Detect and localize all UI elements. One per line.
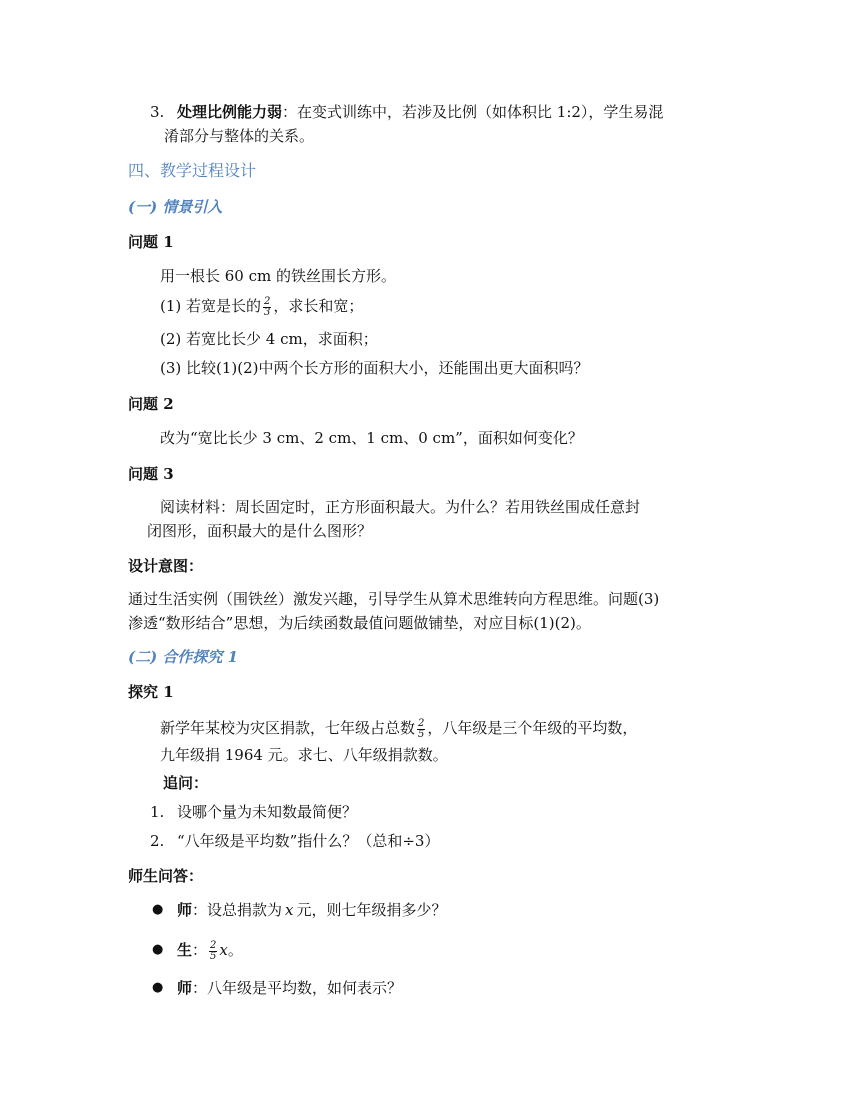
- followup-number: 2.: [150, 832, 165, 850]
- dialog-text: ：: [192, 941, 208, 959]
- fraction-denominator: 5: [418, 728, 425, 740]
- question-title: 问题 2: [128, 395, 174, 413]
- section-heading: 四、教学过程设计: [128, 161, 257, 180]
- fraction: [417, 719, 425, 740]
- speaker-label: 师: [177, 979, 193, 997]
- speaker-label: 生: [177, 941, 193, 959]
- fraction-denominator: 3: [264, 306, 271, 318]
- fraction-denominator: 5: [210, 950, 217, 962]
- variable: x: [219, 941, 228, 959]
- question-title: 问题 3: [128, 465, 174, 483]
- followup-text: 设哪个量为未知数最简便？: [177, 803, 358, 821]
- fraction: [263, 297, 271, 318]
- dialog-text: ：设总捐款为: [192, 901, 283, 919]
- dialog-item: [177, 900, 447, 920]
- intent-text: 渗透“数形结合”思想，为后续函数最值问题做铺垫，对应目标(1)(2)。: [128, 614, 591, 632]
- subsection-heading: (二) 合作探究 1: [128, 648, 239, 666]
- item-bold-label: 处理比例能力弱: [177, 103, 283, 121]
- dialog-item: [177, 940, 243, 962]
- item-text: ：在变式训练中，若涉及比例（如体积比 1:2），学生易混: [282, 103, 664, 121]
- variable: x: [285, 901, 294, 919]
- followup-text: “八年级是平均数”指什么？（总和÷3）: [177, 832, 440, 850]
- dialog-title: 师生问答：: [128, 867, 204, 885]
- speaker-label: 师: [177, 901, 193, 919]
- list-item-line: [177, 102, 663, 122]
- dialog-text: ：八年级是平均数，如何表示？: [192, 979, 403, 997]
- question-part: (2) 若宽比长少 4 cm，求面积；: [160, 330, 378, 348]
- fraction-numerator: 2: [210, 939, 217, 951]
- bullet-icon: ●: [152, 942, 164, 957]
- intent-title: 设计意图：: [128, 557, 204, 575]
- question-text: 改为“宽比长少 3 cm、2 cm、1 cm、0 cm”，面积如何变化？: [160, 429, 583, 447]
- followup-number: 1.: [150, 803, 165, 821]
- question-text: 用一根长 60 cm 的铁丝围长方形。: [160, 267, 397, 285]
- question-text: 闭图形，面积最大的是什么图形？: [147, 522, 373, 540]
- list-number: 3.: [150, 103, 165, 121]
- fraction-numerator: 2: [264, 295, 271, 307]
- list-item-continuation: 淆部分与整体的关系。: [164, 127, 315, 145]
- explore-text-part: 新学年某校为灾区捐款，七年级占总数: [160, 719, 416, 737]
- dialog-text: 元，则七年级捐多少？: [296, 901, 447, 919]
- part-text: (1) 若宽是长的: [160, 297, 262, 315]
- explore-title: 探究 1: [128, 683, 174, 701]
- question-title: 问题 1: [128, 233, 174, 251]
- followup-label: 追问：: [163, 774, 209, 792]
- question-text: 阅读材料：周长固定时，正方形面积最大。为什么？若用铁丝围成任意封: [160, 498, 641, 516]
- fraction: [209, 941, 217, 962]
- explore-text: 九年级捐 1964 元。求七、八年级捐款数。: [160, 746, 448, 764]
- question-part: (3) 比较(1)(2)中两个长方形的面积大小，还能围出更大面积吗？: [160, 359, 589, 377]
- part-text: ，求长和宽；: [273, 297, 364, 315]
- fraction-numerator: 2: [418, 717, 425, 729]
- explore-text-part: ，八年级是三个年级的平均数，: [427, 719, 638, 737]
- dialog-text: 。: [227, 941, 243, 959]
- bullet-icon: ●: [152, 980, 164, 995]
- explore-text: [160, 718, 637, 740]
- dialog-item: [177, 978, 402, 998]
- intent-text: 通过生活实例（围铁丝）激发兴趣，引导学生从算术思维转向方程思维。问题(3): [128, 590, 660, 608]
- subsection-heading: (一) 情景引入: [128, 198, 223, 216]
- question-part: [160, 296, 363, 318]
- bullet-icon: ●: [152, 902, 164, 917]
